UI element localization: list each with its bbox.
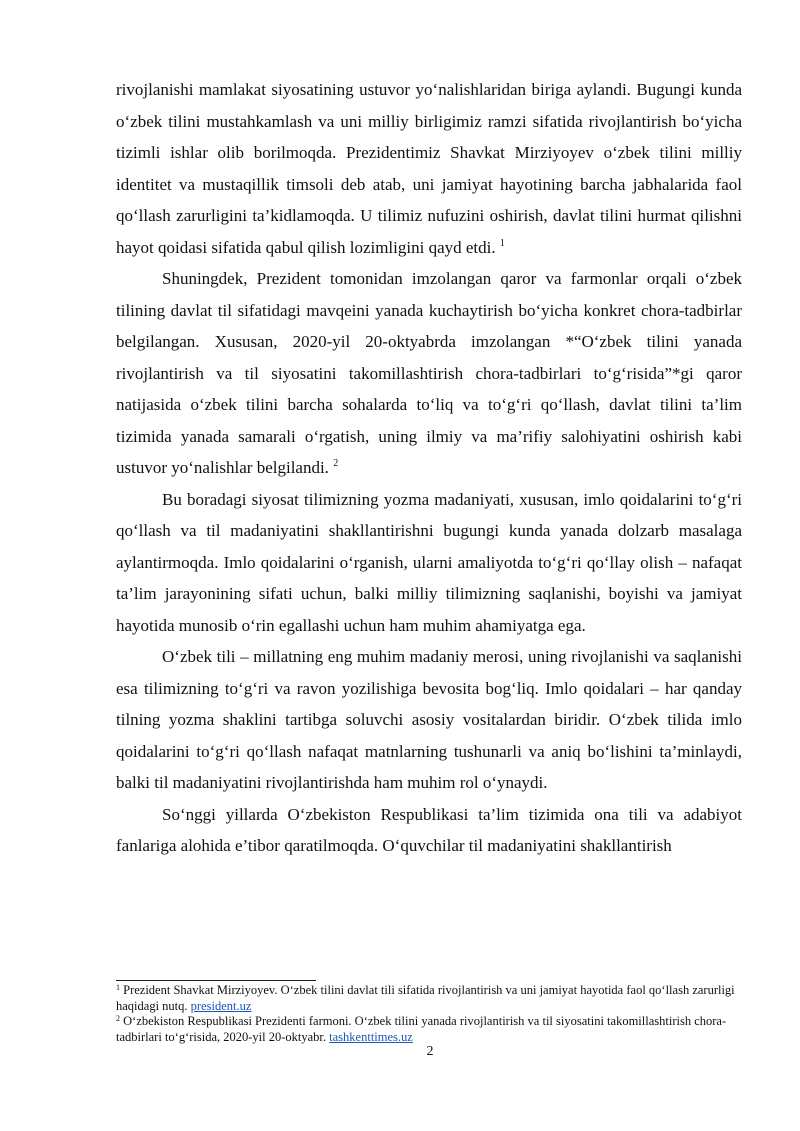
footnote-1 xyxy=(116,983,742,1014)
paragraph-4 xyxy=(116,641,742,799)
footnote-link[interactable]: president.uz xyxy=(190,998,252,1013)
paragraph-3 xyxy=(116,484,742,642)
footnote-link[interactable]: tashkenttimes.uz xyxy=(329,1029,413,1044)
paragraph-text: Bu boradagi siyosat tilimizning yozma madaniyati, xususan, imlo qoidalarini to‘g‘ri qo‘llash va til madaniyatini shakllantirishni bugungi kunda yanada dolzarb masalaga aylantirmoqda. Imlo qoidalarini o‘rganish, ularni amaliyotda to‘g‘ri qo‘llay olish – nafaqat ta’lim jarayonining sifati uchun, balki milliy tilimizning saqlanishi, boyishi va jamiyat hayotida munosib o‘rin egallashi uchun ham muhim ahamiyatga ega. xyxy=(116,489,742,635)
paragraph-text: So‘nggi yillarda O‘zbekiston Respublikasi ta’lim tizimida ona tili va adabiyot fanlariga alohida e’tibor qaratilmoqda. O‘quvchilar til madaniyatini shakllantirish xyxy=(116,804,742,855)
paragraph-text: O‘zbek tili – millatning eng muhim madaniy merosi, uning rivojlanishi va saqlanishi esa tilimizning to‘g‘ri va ravon yozilishiga bevosita bog‘liq. Imlo qoidalari – har qanday tilning yozma shaklini tartibga soluvchi asosiy vositalardan biridir. O‘zbek tilida imlo qoidalarini to‘g‘ri qo‘llash nafaqat matnlarning tushunarli va aniq bo‘lishini ta’minlaydi, balki til madaniyatini rivojlantirishda ham muhim rol o‘ynaydi. xyxy=(116,647,742,792)
footnote-number: 1 xyxy=(116,983,120,992)
footnote-2 xyxy=(116,1014,742,1045)
paragraph-2 xyxy=(116,263,742,484)
footnote-text: Prezident Shavkat Mirziyoyev. O‘zbek tilini davlat tili sifatida rivojlantirish va uni jamiyat hayotida faol qo‘llash zarurligi haqidagi nutq. xyxy=(116,983,735,1013)
footnote-ref[interactable]: 2 xyxy=(333,458,339,469)
footnote-text: O‘zbekiston Respublikasi Prezidenti farmoni. O‘zbek tilini yanada rivojlantirish va til siyosatini takomillashtirish chora-tadbirlari to‘g‘risida, 2020-yil 20-oktyabr. xyxy=(116,1014,727,1044)
paragraph-1 xyxy=(116,74,742,263)
footnote-ref[interactable]: 1 xyxy=(499,237,505,249)
footnotes xyxy=(116,983,742,1045)
paragraph-5 xyxy=(116,799,742,862)
page-number: 2 xyxy=(426,1044,434,1059)
paragraph-text: Shuningdek, Prezident tomonidan imzolangan qaror va farmonlar orqali o‘zbek tilining davlat til sifatidagi mavqeini yanada kuchaytirish bo‘yicha konkret chora-tadbirlar belgilangan. Xususan, 2020-yil 20-oktyabrda imzolangan *“O‘zbek tilini yanada rivojlantirish va til siyosatini takomillashtirish chora-tadbirlari to‘g‘risida”*gi qaror natijasida o‘zbek tilini barcha sohalarda to‘liq va to‘g‘ri qo‘llash, davlat tilini ta’lim tizimida yanada samarali o‘rgatish, uning ilmiy va ma’rifiy salohiyatini oshirish kabi ustuvor yo‘nalishlar belgilandi. xyxy=(116,269,742,477)
body-text xyxy=(116,74,742,862)
footnote-number: 2 xyxy=(116,1014,120,1023)
paragraph-text: rivojlanishi mamlakat siyosatining ustuvor yo‘nalishlaridan biriga aylandi. Bugungi kunda o‘zbek tilini mustahkamlash va uni milliy birligimiz ramzi sifatida rivojlantirish bo‘yicha tizimli ishlar olib borilmoqda. Prezidentimiz Shavkat Mirziyoyev o‘zbek tilini milliy identitet va mustaqillik timsoli deb atab, uni jamiyat hayotining barcha jabhalarida faol qo‘llash zarurligini ta’kidlamoqda. U tilimiz nufuzini oshirish, davlat tilini hurmat qilishni hayot qoidasi sifatida qabul qilish lozimligini qayd etdi. xyxy=(116,80,742,257)
footnote-separator xyxy=(116,980,316,981)
